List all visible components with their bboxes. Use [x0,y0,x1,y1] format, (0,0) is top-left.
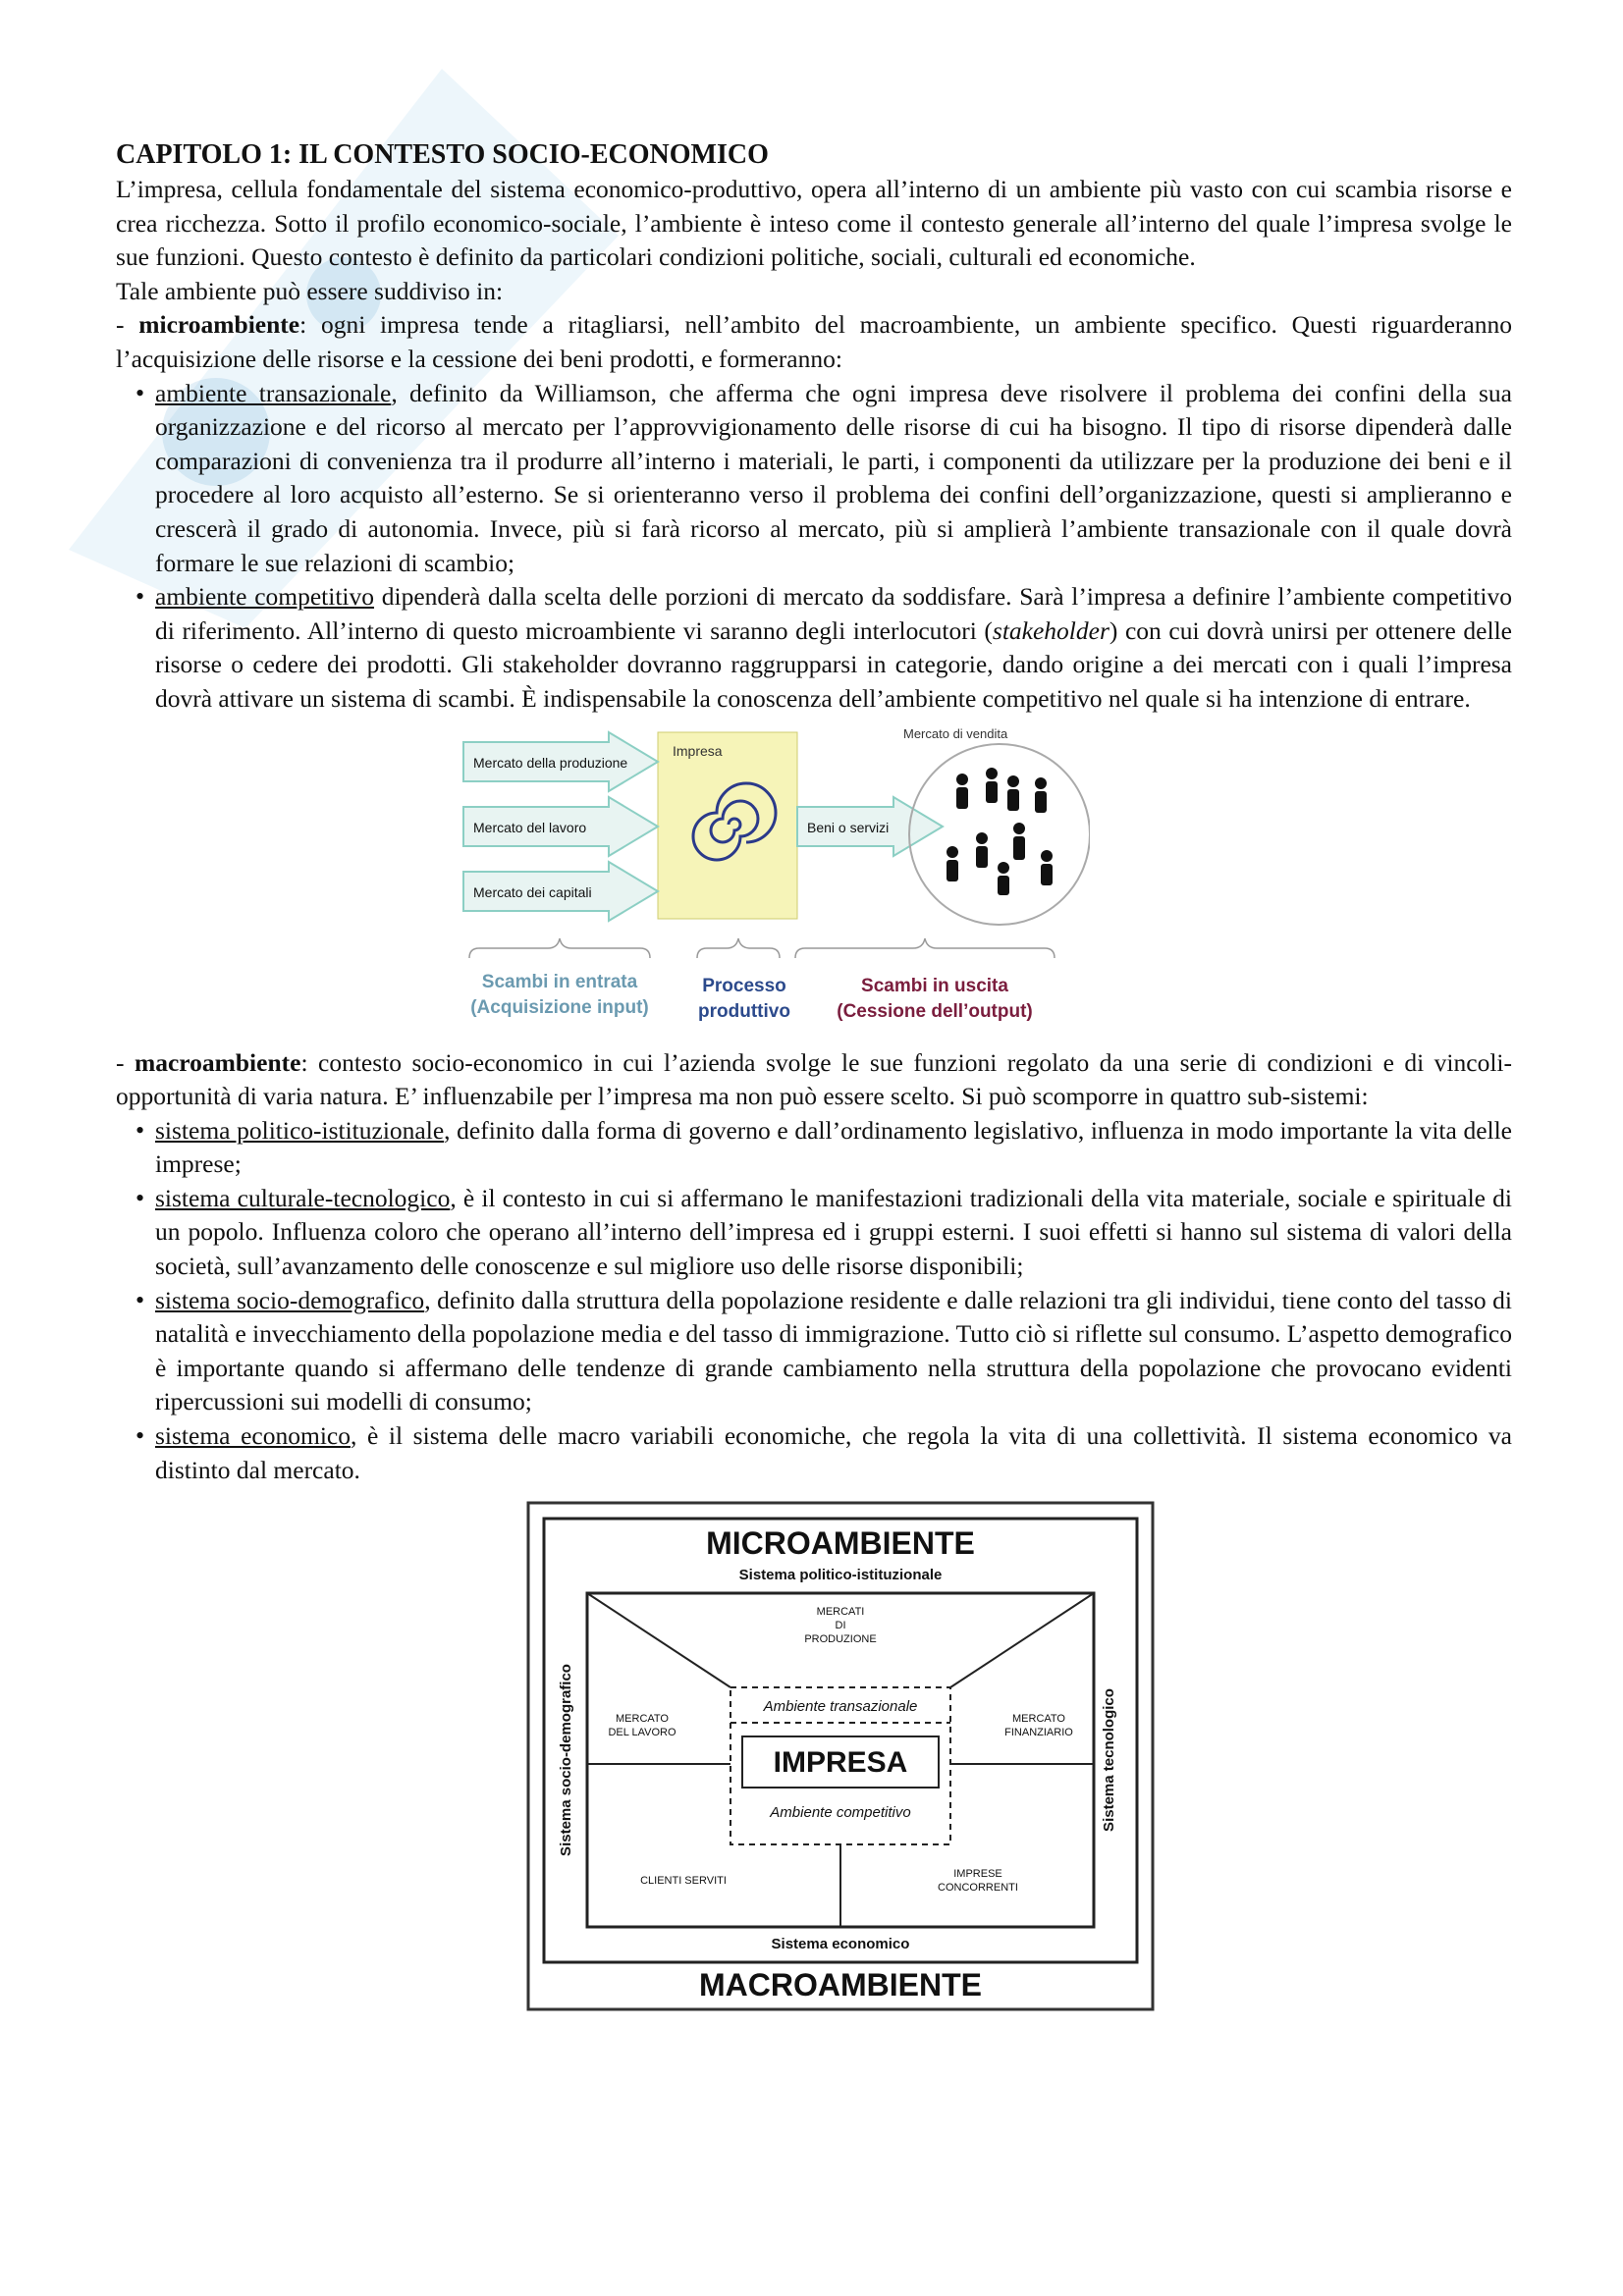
list-item: • sistema culturale-tecnologico, è il contesto in cui si affermano le manifestazioni tradizionali della vita materiale, sociale e spirituale di un popolo. Influenza coloro che operano all’interno dell’impresa ed i gruppi esterni. I suoi effetti si hanno sul sistema di valori della società, sull’avanzamento delle conoscenze e sul migliore uso delle risorse disponibili; [116,1182,1512,1284]
chapter-heading: CAPITOLO 1: IL CONTESTO SOCIO-ECONOMICO [116,139,769,170]
svg-text:IMPRESE: IMPRESE [953,1868,1002,1881]
output-arrow [797,797,943,856]
impresa-box [658,732,797,919]
svg-text:produttivo: produttivo [698,1000,790,1022]
micro-paragraph: - microambiente: ogni impresa tende a ritagliarsi, nell’ambito del macroambiente, un ambiente specifico. Questi riguarderanno l’acquisizione delle risorse e la cessione dei beni prodotti, e formeranno: [116,310,1512,373]
svg-text:MERCATO: MERCATO [616,1713,669,1726]
term-link: ambiente transazionale [155,378,392,407]
economico-label: Sistema economico [771,1936,910,1953]
input-arrow [463,862,658,921]
people-icon [947,768,1053,895]
input-arrow [463,732,658,791]
tech-label: Sistema tecnologico [1101,1688,1117,1833]
list-item: • sistema socio-demografico, definito dalla struttura della popolazione residente e dalle relazioni tra gli individui, tiene conto del tasso di natalità e invecchiamento della popolazione media e del tasso di immigrazione. Tutto ciò si riflette sul consumo. L’aspetto demografico è importante quando si affermano delle tendenze di grande cambiamento nella struttura della popolazione che provocano evidenti ripercussioni sui modelli di consumo; [116,1284,1512,1419]
list-item: • ambiente competitivo dipenderà dalla scelta delle porzioni di mercato da soddisfare. Sarà l’impresa a definire l’ambiente competitivo di riferimento. All’interno di questo microambiente vi saranno degli interlocutori (stakeholder) con cui dovrà unirsi per ottenere delle risorse o cedere dei prodotti. Gli stakeholder dovranno raggrupparsi in categorie, dando origine a dei mercati con i quali l’impresa dovrà attivare un sistema di scambi. È indispensabile la conoscenza dell’ambiente competitivo nel quale si ha intenzione di entrare. [116,580,1512,716]
svg-text:(Cessione dell’output): (Cessione dell’output) [837,1000,1033,1022]
svg-text:MERCATO: MERCATO [1012,1713,1065,1726]
svg-text:Beni o servizi: Beni o servizi [807,819,890,835]
svg-text:FINANZIARIO: FINANZIARIO [1004,1727,1073,1739]
impresa-label: Impresa [673,742,723,759]
svg-text:Mercato del lavoro: Mercato del lavoro [473,819,587,835]
svg-text:(Acquisizione input): (Acquisizione input) [470,996,649,1018]
exchange-diagram [461,724,1090,1039]
socio-label: Sistema socio-demografico [558,1664,574,1857]
micro-title: MICROAMBIENTE [706,1525,975,1562]
document-page [116,137,1512,2011]
list-item: • sistema economico, è il sistema delle macro variabili economiche, che regola la vita di una collettività. Il sistema economico va distinto dal mercato. [116,1419,1512,1487]
svg-text:Mercato della produzione: Mercato della produzione [473,754,628,771]
list-item: • sistema politico-istituzionale, definito dalla forma di governo e dall’ordinamento legislativo, influenza in modo importante la vita delle imprese; [116,1114,1512,1182]
macro-list [116,1114,1512,1488]
macro-title: MACROAMBIENTE [699,1967,982,2003]
market-label: Mercato di vendita [903,725,1008,741]
svg-text:MERCATI: MERCATI [816,1606,865,1619]
braces [469,938,1055,958]
caption-process: Processo [702,975,786,996]
micro-term: microambiente [138,310,300,340]
svg-text:Mercato dei capitali: Mercato dei capitali [473,883,592,900]
term-link: sistema culturale-tecnologico [155,1183,451,1212]
micro-list [116,377,1512,717]
caption-input: Scambi in entrata [481,971,638,992]
svg-text:DI: DI [835,1620,846,1632]
competitivo-label: Ambiente competitivo [770,1804,911,1822]
list-item: • ambiente transazionale, definito da Williamson, che afferma che ogni impresa deve risolvere il problema dei confini della sua organizzazione e del ricorso al mercato per l’approvvigionamento delle risorse di cui ha bisogno. Il tipo di risorse dipenderà dalle comparazioni di convenienza tra il produrre all’interno i materiali, le parti, i componenti da utilizzare per la produzione dei beni e il procedere al loro acquisto all’esterno. Se si orienteranno verso il problema dei confini dell’organizzazione, questi si amplieranno e crescerà il grado di autonomia. Invece, più si farà ricorso al mercato, più si amplierà l’ambiente transazionale con il quale dovrà formare le sue relazioni di scambio; [116,377,1512,581]
politico-label: Sistema politico-istituzionale [738,1567,943,1584]
environment-diagram [526,1501,1155,2011]
term-link: sistema socio-demografico [155,1285,425,1314]
intro-paragraph: L’impresa, cellula fondamentale del sistema economico-produttivo, opera all’interno di un ambiente più vasto con cui scambia risorse e crea ricchezza. Sotto il profilo economico-sociale, l’ambiente è inteso come il contesto generale all’interno del quale l’impresa svolge le sue funzioni. Questo contesto è definito da particolari condizioni politiche, sociali, culturali ed economiche. [116,175,1512,272]
macro-paragraph: - macroambiente: contesto socio-economico in cui l’azienda svolge le sue funzioni regolato da una serie di condizioni e di vincoli-opportunità di varia natura. E’ influenzabile per l’impresa ma non può essere scelto. Si può scomporre in quattro sub-sistemi: [116,1047,1513,1111]
caption-output: Scambi in uscita [861,975,1008,996]
market-circle [909,744,1090,925]
input-arrow [463,797,658,856]
macro-term: macroambiente [134,1047,301,1077]
impresa-title: IMPRESA [773,1746,908,1780]
svg-text:PRODUZIONE: PRODUZIONE [804,1633,877,1646]
transazionale-label: Ambiente transazionale [763,1698,918,1716]
svg-text:DEL LAVORO: DEL LAVORO [608,1727,676,1739]
svg-text:CLIENTI SERVITI: CLIENTI SERVITI [640,1875,727,1888]
term-link: ambiente competitivo [155,582,375,612]
division-intro: Tale ambiente può essere suddiviso in: [116,276,504,305]
term-link: sistema economico [155,1421,351,1451]
term-link: sistema politico-istituzionale [155,1115,445,1145]
svg-text:CONCORRENTI: CONCORRENTI [938,1882,1018,1895]
